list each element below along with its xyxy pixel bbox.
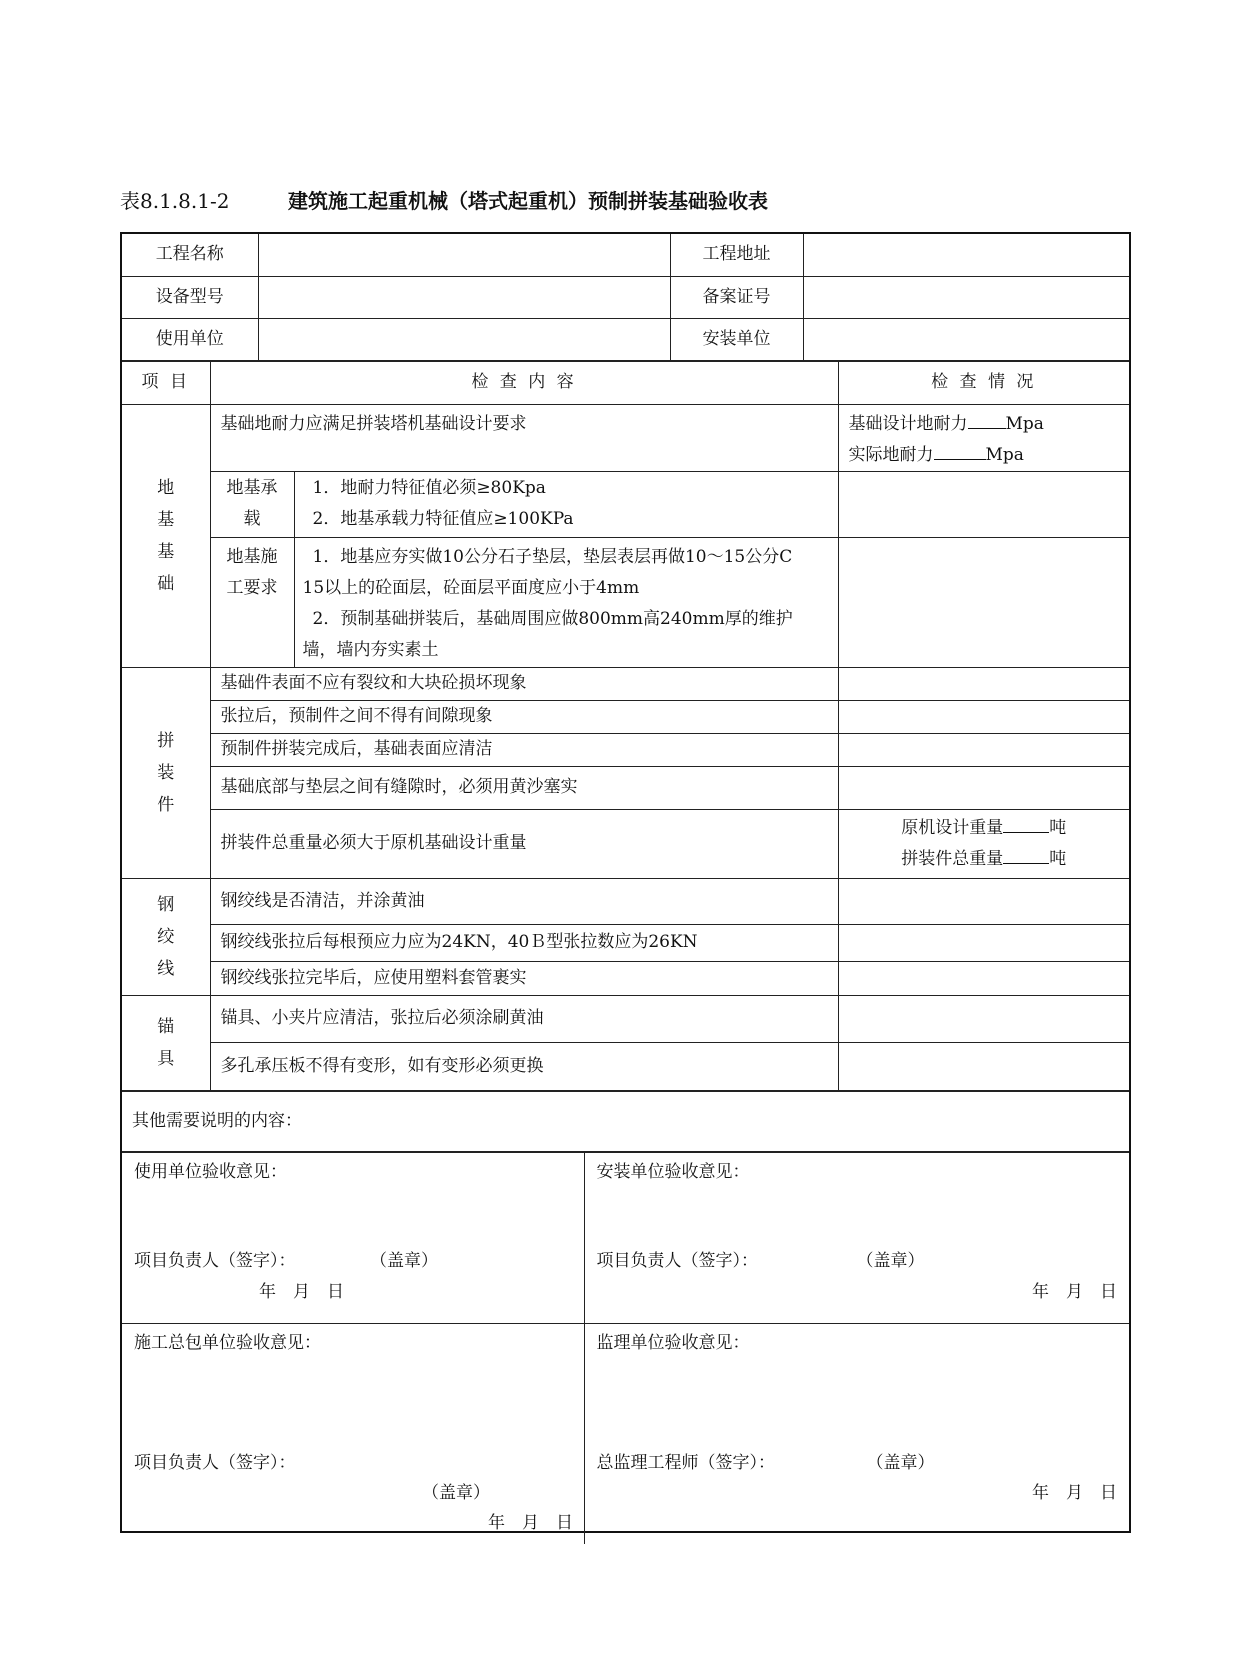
supervision-signoff[interactable] [584, 1323, 1129, 1544]
assembly-row-status[interactable] [838, 667, 1129, 700]
equipment-model-label: 设备型号 [122, 276, 258, 318]
signoff-table [122, 1152, 1129, 1544]
anchor-row-content: 多孔承压板不得有变形，如有变形必须更换 [210, 1042, 838, 1090]
bearing-status-cell[interactable] [838, 471, 1129, 537]
inspection-table [122, 361, 1129, 1091]
project-address-field[interactable] [803, 234, 1129, 276]
construction-sub-label: 地基施 工要求 [210, 537, 294, 667]
group-label-foundation: 地 基 基 础 [122, 404, 210, 667]
assembly-weight-status[interactable]: 原机设计重量 吨 拼装件总重量 吨 [838, 809, 1129, 878]
col-header-content: 检 查 内 容 [210, 361, 838, 404]
document-title [120, 186, 1130, 216]
table-row [122, 766, 1129, 809]
assembly-row-status[interactable] [838, 700, 1129, 733]
col-header-item: 项 目 [122, 361, 210, 404]
foundation-bearing-status[interactable]: 基础设计地耐力 Mpa 实际地耐力 Mpa [838, 404, 1129, 471]
install-unit-label: 安装单位 [670, 318, 803, 360]
assembly-row-status[interactable] [838, 733, 1129, 766]
table-row [122, 1091, 1129, 1151]
project-address-label: 工程地址 [670, 234, 803, 276]
assembly-row-content: 张拉后，预制件之间不得有间隙现象 [210, 700, 838, 733]
notes-label: 其他需要说明的内容： [132, 1110, 302, 1131]
anchor-row-content: 锚具、小夹片应清洁，张拉后必须涂刷黄油 [210, 995, 838, 1042]
record-cert-field[interactable] [803, 276, 1129, 318]
table-row [122, 1323, 1129, 1544]
table-row [122, 1152, 1129, 1323]
install-unit-field[interactable] [803, 318, 1129, 360]
info-row [122, 234, 1129, 276]
notes-field[interactable] [122, 1091, 1129, 1151]
notes-table [122, 1091, 1129, 1152]
anchor-row-status[interactable] [838, 1042, 1129, 1090]
project-name-field[interactable] [258, 234, 670, 276]
foundation-bearing-requirement: 基础地耐力应满足拼装塔机基础设计要求 [210, 404, 838, 471]
supervision-opinion-label: 监理单位验收意见： [596, 1332, 750, 1353]
info-row [122, 276, 1129, 318]
table-row [122, 924, 1129, 961]
table-header-row [122, 361, 1129, 404]
strand-row-status[interactable] [838, 961, 1129, 995]
user-unit-field[interactable] [258, 318, 670, 360]
construction-status-cell[interactable] [838, 537, 1129, 667]
table-row [122, 961, 1129, 995]
pm-sign-label: 项目负责人（签字）： [596, 1250, 758, 1271]
assembly-row-status[interactable] [838, 766, 1129, 809]
table-row [122, 1042, 1129, 1090]
table-row [122, 667, 1129, 700]
strand-row-content: 钢绞线张拉后每根预应力应为24KN，40Ｂ型张拉数应为26KN [210, 924, 838, 961]
date-label: 年 月 日 [1032, 1281, 1117, 1302]
install-unit-signoff[interactable] [584, 1152, 1129, 1323]
table-row [122, 878, 1129, 924]
table-row [122, 471, 1129, 537]
pm-sign-label: 项目负责人（签字）： [134, 1250, 296, 1271]
table-row [122, 700, 1129, 733]
table-row [122, 995, 1129, 1042]
group-label-assembly: 拼 装 件 [122, 667, 210, 878]
user-unit-signoff[interactable] [122, 1152, 584, 1323]
date-label: 年 月 日 [259, 1281, 344, 1302]
project-name-label: 工程名称 [122, 234, 258, 276]
user-unit-opinion-label: 使用单位验收意见： [134, 1161, 287, 1182]
chief-supervisor-sign-label: 总监理工程师（签字）： [596, 1452, 775, 1473]
assembly-row-content: 基础件表面不应有裂纹和大块砼损坏现象 [210, 667, 838, 700]
bearing-sub-label: 地基承 载 [210, 471, 294, 537]
group-label-strand: 钢 绞 线 [122, 878, 210, 995]
form-title: 建筑施工起重机械（塔式起重机）预制拼装基础验收表 [288, 189, 768, 213]
equipment-model-field[interactable] [258, 276, 670, 318]
record-cert-label: 备案证号 [670, 276, 803, 318]
strand-row-content: 钢绞线张拉完毕后，应使用塑料套管裹实 [210, 961, 838, 995]
strand-row-status[interactable] [838, 878, 1129, 924]
table-row [122, 733, 1129, 766]
group-label-anchor: 锚 具 [122, 995, 210, 1090]
strand-row-status[interactable] [838, 924, 1129, 961]
pm-sign-label: 项目负责人（签字）： [134, 1452, 296, 1473]
table-row [122, 404, 1129, 471]
seal-label: （盖章） [370, 1250, 438, 1271]
info-row [122, 318, 1129, 360]
general-contractor-signoff[interactable] [122, 1323, 584, 1544]
seal-label: （盖章） [856, 1250, 925, 1271]
table-row [122, 537, 1129, 667]
general-contractor-opinion-label: 施工总包单位验收意见： [134, 1332, 321, 1353]
form-code: 表8.1.8.1-2 [120, 189, 230, 213]
install-unit-opinion-label: 安装单位验收意见： [596, 1161, 750, 1182]
seal-label: （盖章） [866, 1452, 935, 1473]
assembly-row-content: 拼装件总重量必须大于原机基础设计重量 [210, 809, 838, 878]
date-label: 年 月 日 [488, 1512, 573, 1533]
strand-row-content: 钢绞线是否清洁，并涂黄油 [210, 878, 838, 924]
col-header-status: 检 查 情 况 [838, 361, 1129, 404]
user-unit-label: 使用单位 [122, 318, 258, 360]
assembly-row-content: 预制件拼装完成后，基础表面应清洁 [210, 733, 838, 766]
bearing-criteria: 1．地耐力特征值必须≥80Kpa 2．地基承载力特征值应≥100KPa [294, 471, 838, 537]
date-label: 年 月 日 [1032, 1482, 1117, 1503]
assembly-row-content: 基础底部与垫层之间有缝隙时，必须用黄沙塞实 [210, 766, 838, 809]
anchor-row-status[interactable] [838, 995, 1129, 1042]
table-row [122, 809, 1129, 878]
seal-label: （盖章） [422, 1482, 490, 1503]
construction-criteria: 1．地基应夯实做10公分石子垫层，垫层表层再做10～15公分C 15以上的砼面层，砼面层平面度应小于4mm 2．预制基础拼装后，基础周围应做800mm高240mm厚的维护 墙，墙内夯实素土 [294, 537, 838, 667]
form-frame [120, 232, 1131, 1533]
basic-info-table [122, 234, 1129, 361]
